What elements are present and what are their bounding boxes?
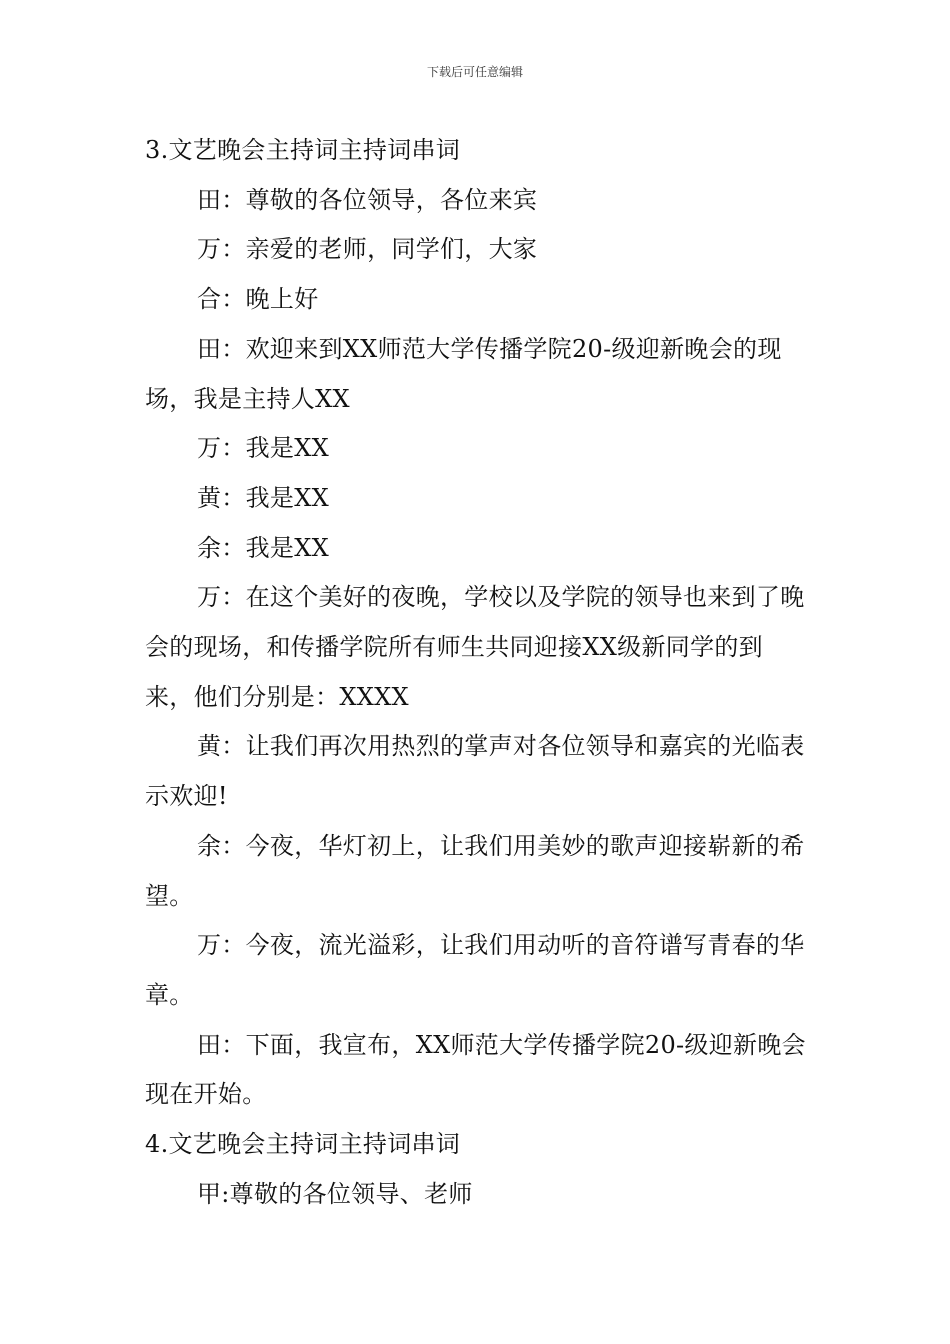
dialogue-line: 田：下面，我宣布，XX师范大学传播学院20-级迎新晚会现在开始。 bbox=[145, 1030, 806, 1109]
dialogue-line: 万：亲爱的老师，同学们，大家 bbox=[197, 235, 538, 264]
document-body bbox=[145, 126, 809, 1219]
page-header: 下载后可任意编辑 bbox=[426, 65, 523, 79]
dialogue-line: 合：晚上好 bbox=[197, 285, 319, 314]
dialogue-line: 余：今夜，华灯初上，让我们用美妙的歌声迎接崭新的希望。 bbox=[145, 831, 805, 910]
dialogue-line: 黄：我是XX bbox=[197, 483, 329, 512]
section-heading-4: 4.文艺晚会主持词主持词串词 bbox=[145, 1130, 461, 1159]
dialogue-line: 余：我是XX bbox=[197, 533, 329, 562]
dialogue-line: 万：在这个美好的夜晚，学校以及学院的领导也来到了晚会的现场，和传播学院所有师生共同迎接XX级新同学的到来，他们分别是：XXXX bbox=[145, 583, 805, 711]
dialogue-line: 田：欢迎来到XX师范大学传播学院20-级迎新晚会的现场，我是主持人XX bbox=[145, 334, 782, 413]
dialogue-line: 甲:尊敬的各位领导、老师 bbox=[197, 1179, 473, 1208]
dialogue-line: 万：今夜，流光溢彩，让我们用动听的音符谱写青春的华章。 bbox=[145, 931, 805, 1009]
dialogue-line: 万：我是XX bbox=[197, 434, 329, 463]
section-heading-3: 3.文艺晚会主持词主持词串词 bbox=[145, 136, 461, 164]
dialogue-line: 田：尊敬的各位领导，各位来宾 bbox=[197, 185, 538, 214]
dialogue-line: 黄：让我们再次用热烈的掌声对各位领导和嘉宾的光临表示欢迎! bbox=[145, 732, 805, 811]
